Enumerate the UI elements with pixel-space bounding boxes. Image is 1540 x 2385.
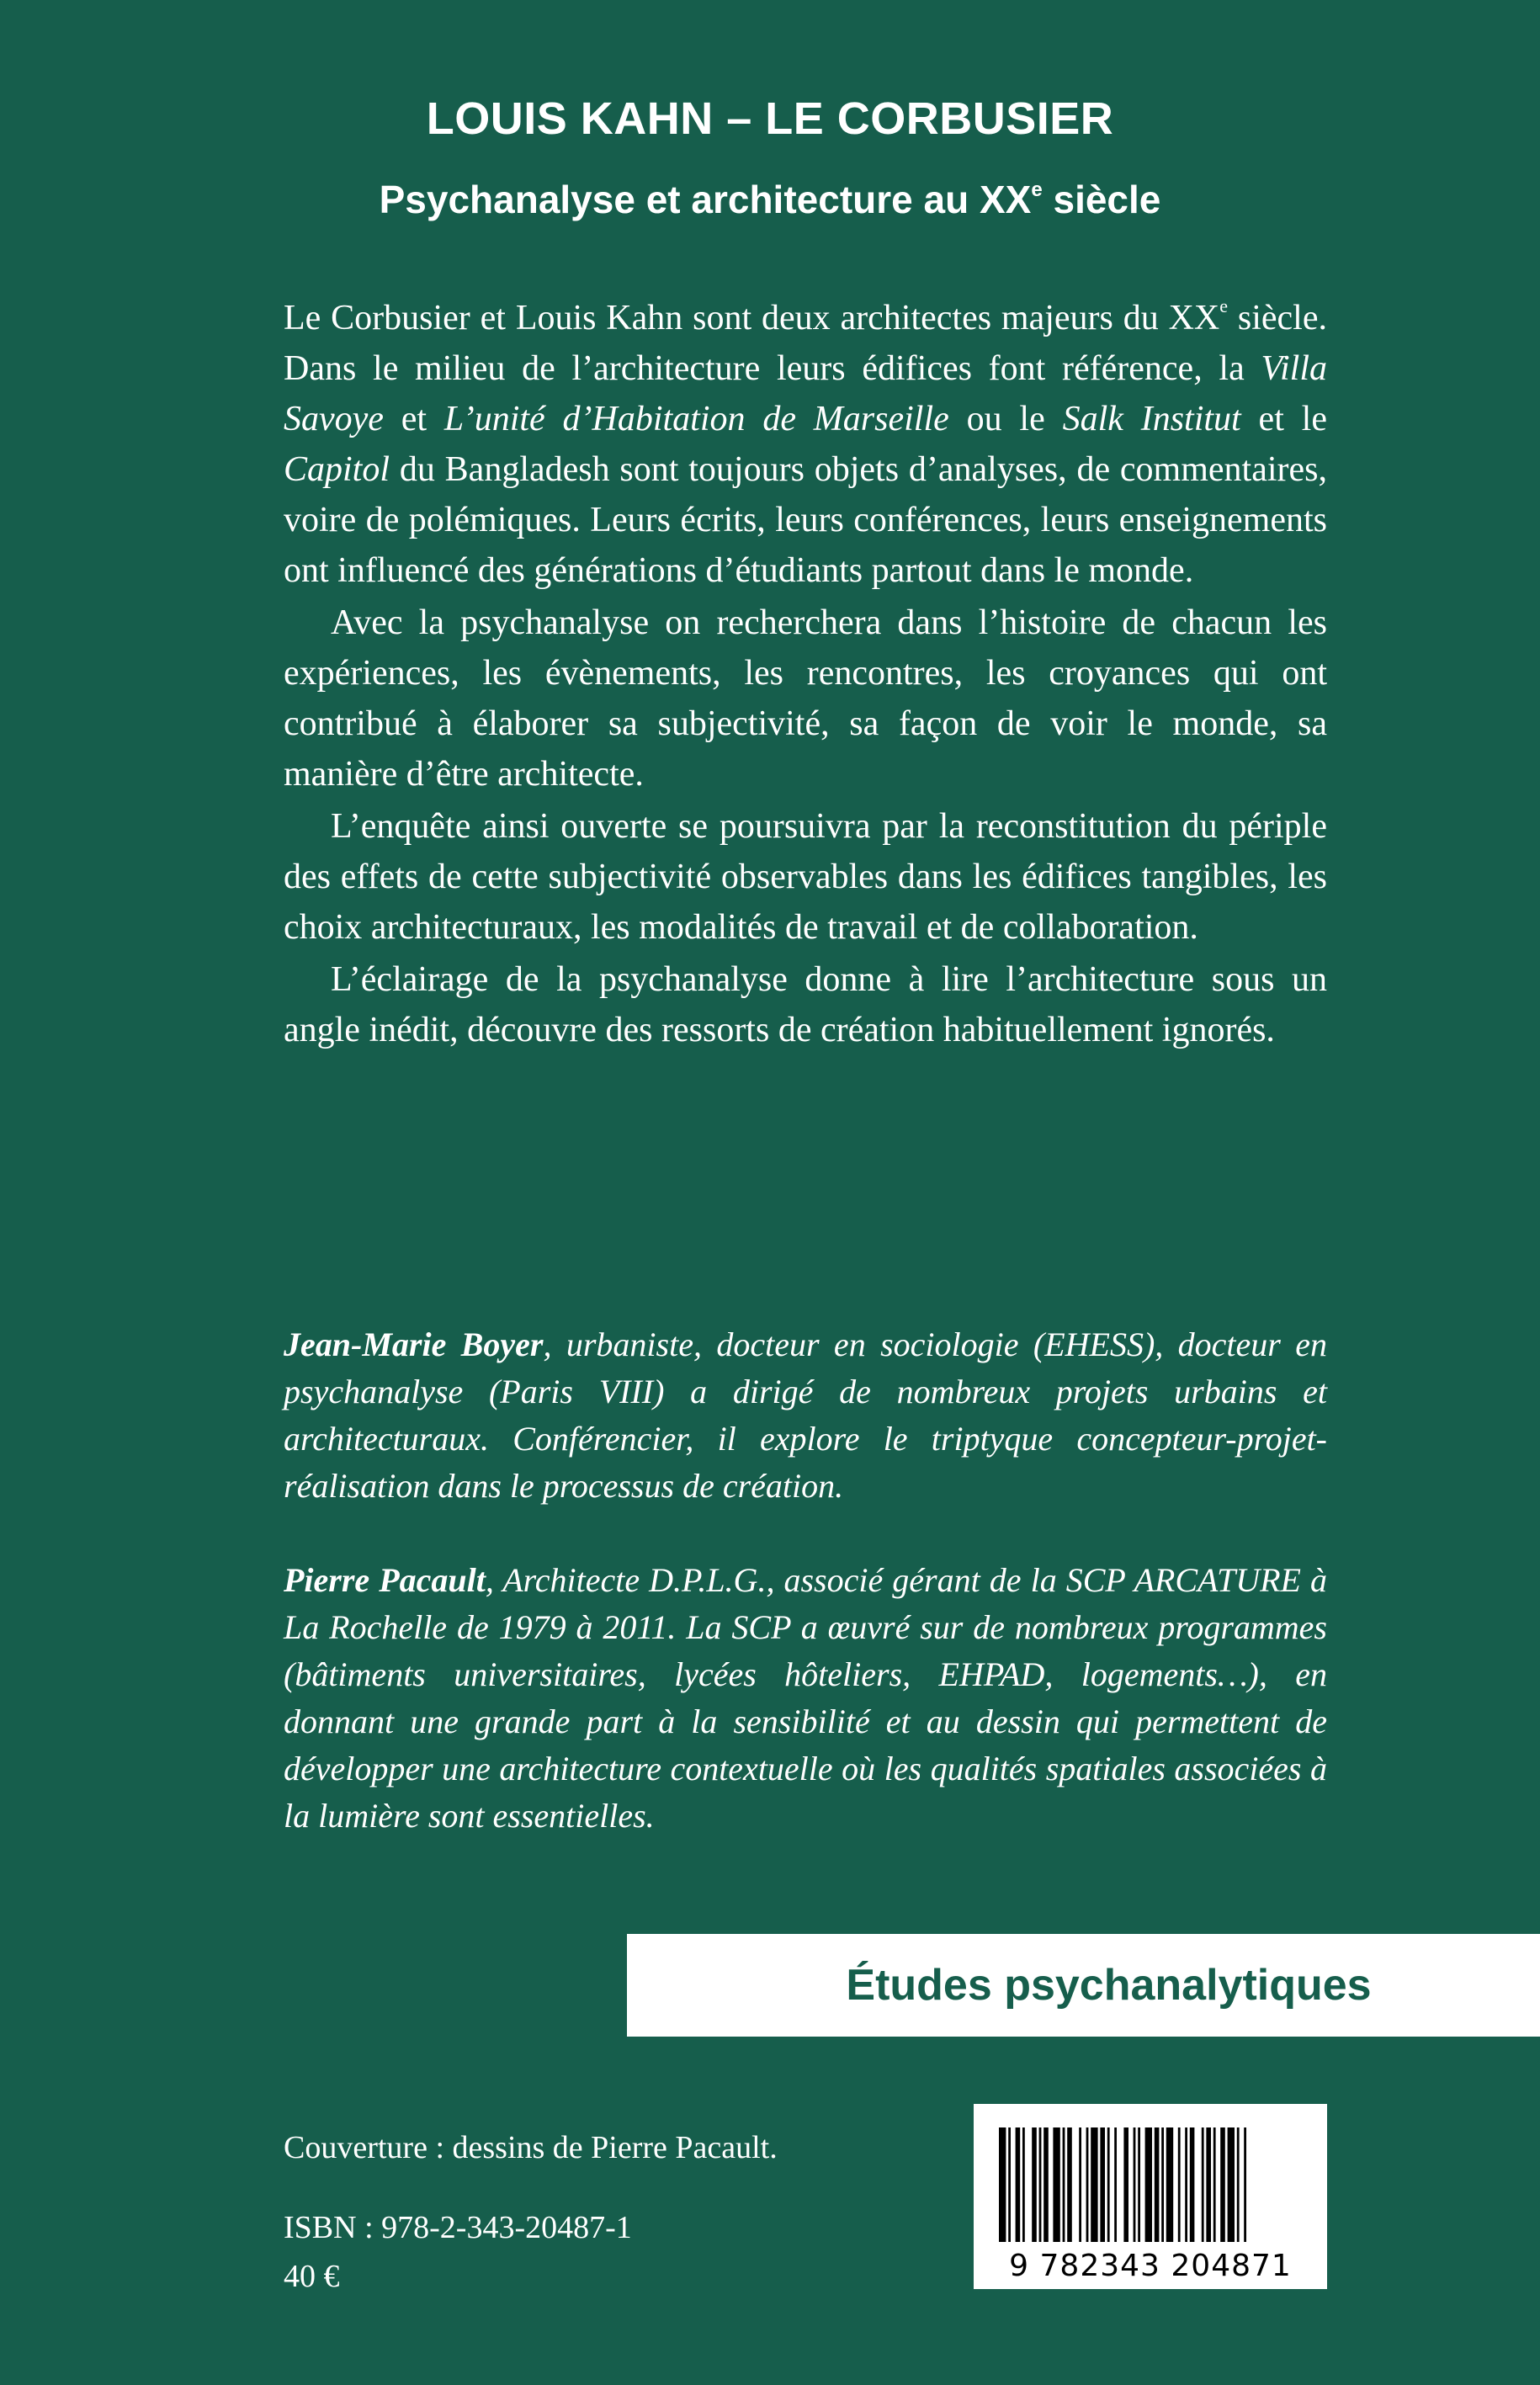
author-bios bbox=[284, 1321, 1327, 1887]
barcode-bar bbox=[1039, 2127, 1042, 2242]
barcode-bar bbox=[1202, 2127, 1204, 2242]
book-subtitle bbox=[0, 177, 1540, 222]
barcode-bar bbox=[1114, 2127, 1117, 2242]
cover-credit: Couverture : dessins de Pierre Pacault. bbox=[284, 2130, 778, 2165]
barcode-bar bbox=[999, 2127, 1006, 2242]
blurb-paragraph-2: Avec la psychanalyse on recherchera dans l’histoire de chacun les expériences, les évènements, les rencontres, les croyances qui ont contribué à élaborer sa subjectivité, sa façon de voir le monde, sa manière d’être architecte. bbox=[284, 603, 1327, 794]
barcode-bar bbox=[1155, 2127, 1160, 2242]
barcode-bar bbox=[1032, 2127, 1037, 2242]
barcode-bar bbox=[1161, 2127, 1164, 2242]
barcode-bar bbox=[1008, 2127, 1011, 2242]
author-bio bbox=[284, 1557, 1327, 1840]
barcode-bar bbox=[1022, 2127, 1025, 2242]
barcode-bar bbox=[1043, 2127, 1049, 2242]
blurb-p1-italic-unite: L’unité d’Habitation de Marseille bbox=[443, 400, 949, 438]
blurb-paragraph-4: L’éclairage de la psychanalyse donne à lire l’architecture sous un angle inédit, découvre des ressorts de création habituellement ignorés. bbox=[284, 960, 1327, 1049]
barcode-bar bbox=[1185, 2127, 1187, 2242]
barcode-bar bbox=[1138, 2127, 1140, 2242]
blurb-paragraph-1 bbox=[284, 293, 1327, 596]
barcode-bar bbox=[1091, 2127, 1097, 2242]
barcode-bar bbox=[1237, 2127, 1240, 2242]
subtitle-end: siècle bbox=[1042, 178, 1161, 221]
blurb-p1-text-b: siècle. Dans le milieu de l’architecture leurs édifices font référence, la bbox=[284, 299, 1327, 388]
barcode-bar bbox=[1107, 2127, 1110, 2242]
barcode-bar bbox=[1063, 2127, 1065, 2242]
barcode bbox=[974, 2104, 1327, 2289]
blurb-p1-text-a: Le Corbusier et Louis Kahn sont deux architectes majeurs du XX bbox=[284, 299, 1220, 337]
blurb bbox=[284, 293, 1327, 1057]
barcode-bar bbox=[1206, 2127, 1211, 2242]
blurb-p1-text-c: et bbox=[383, 400, 444, 438]
barcode-bar bbox=[1190, 2127, 1195, 2242]
author-name: Jean-Marie Boyer bbox=[284, 1325, 544, 1363]
author-description: , urbaniste, docteur en sociologie (EHESS), docteur en psychanalyse (Paris VIII) a dirigé de nombreux projets urbains et architecturaux. Conférencier, il explore le triptyque concepteur-projet-réalisation dans le processus de création. bbox=[284, 1325, 1327, 1505]
blurb-paragraph-3: L’enquête ainsi ouverte se poursuivra par la reconstitution du périple des effets de cette subjectivité observables dans les édifices tangibles, les choix architecturaux, les modalités de travail et de collaboration. bbox=[284, 807, 1327, 947]
barcode-bar bbox=[1244, 2127, 1246, 2242]
barcode-bar bbox=[1100, 2127, 1105, 2242]
blurb-p1-text-f: du Bangladesh sont toujours objets d’analyses, de commentaires, voire de polémiques. Leurs écrits, leurs conférences, leurs enseignements ont influencé des générations d’étudiants partout dans le monde. bbox=[284, 450, 1327, 590]
blurb-p1-superscript: e bbox=[1219, 295, 1229, 316]
subtitle-main: Psychanalyse et architecture au XX bbox=[379, 178, 1032, 221]
barcode-bar bbox=[1166, 2127, 1173, 2242]
barcode-bar bbox=[1086, 2127, 1089, 2242]
blurb-p1-italic-salk: Salk Institut bbox=[1062, 400, 1241, 438]
barcode-bar bbox=[1016, 2127, 1021, 2242]
isbn: ISBN : 978-2-343-20487-1 bbox=[284, 2210, 632, 2245]
barcode-bar bbox=[1213, 2127, 1216, 2242]
collection-band bbox=[627, 1934, 1540, 2037]
barcode-bar bbox=[1145, 2127, 1152, 2242]
blurb-p1-text-d: ou le bbox=[948, 400, 1063, 438]
collection-label: Études psychanalytiques bbox=[846, 1961, 1372, 2010]
blurb-p1-text-e: et le bbox=[1240, 400, 1327, 438]
author-bio bbox=[284, 1321, 1327, 1510]
barcode-bar bbox=[1053, 2127, 1059, 2242]
barcode-digits: 9 782343 204871 bbox=[1009, 2249, 1292, 2283]
barcode-bar bbox=[1220, 2127, 1225, 2242]
blurb-p1-italic-capitol: Capitol bbox=[284, 450, 390, 489]
barcode-bar bbox=[1178, 2127, 1181, 2242]
blurb-p1-italic-villa-savoye: Villa Savoye bbox=[284, 349, 1327, 438]
book-title: LOUIS KAHN – LE CORBUSIER bbox=[426, 93, 1114, 144]
subtitle-superscript: e bbox=[1031, 178, 1043, 201]
price: 40 € bbox=[284, 2259, 340, 2294]
author-description: , Architecte D.P.L.G., associé gérant de la SCP ARCATURE à La Rochelle de 1979 à 2011. La SCP a œuvré sur de nombreux programmes (bâtiments universitaires, lycées hôteliers, EHPAD, logements…), en donnant une grande part à la sensibilité et au dessin qui permettent de développer une architecture contextuelle où les qualités spatiales associées à la lumière sont essentielles. bbox=[284, 1561, 1327, 1835]
barcode-bar bbox=[1134, 2127, 1136, 2242]
barcode-bar bbox=[1067, 2127, 1072, 2242]
barcode-bar bbox=[1228, 2127, 1235, 2242]
barcode-bar bbox=[1079, 2127, 1081, 2242]
author-name: Pierre Pacault bbox=[284, 1561, 486, 1599]
barcode-bar bbox=[1123, 2127, 1128, 2242]
